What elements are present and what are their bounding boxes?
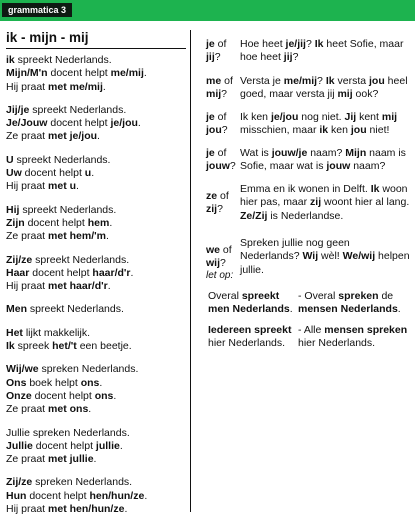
text: wèl! xyxy=(318,250,343,263)
bold-text: Mijn xyxy=(345,147,367,159)
pronoun-examples-column xyxy=(6,54,188,526)
text: Ik ken xyxy=(240,111,271,123)
page-title: ik - mijn - mij xyxy=(6,30,89,45)
bold-text: met je/jou xyxy=(48,130,98,143)
text-line xyxy=(240,51,412,64)
pronoun-choice xyxy=(206,244,240,271)
text-line xyxy=(208,290,293,303)
bold-text: Hun xyxy=(6,489,27,502)
text: niet! xyxy=(366,124,390,137)
example-block xyxy=(6,303,188,316)
text: spreekt Nederlands. xyxy=(13,153,111,166)
bold-text: Ik xyxy=(325,75,335,87)
text: Ze praat xyxy=(6,230,49,243)
text-line xyxy=(240,88,412,101)
text: docent helpt xyxy=(26,489,90,502)
text-line xyxy=(208,324,291,337)
bold-text: mensen xyxy=(298,303,338,316)
text-line xyxy=(208,303,293,316)
text: ? xyxy=(221,124,228,137)
bold-text: ons xyxy=(94,389,114,402)
bold-text: je/jou xyxy=(110,117,138,130)
bold-text: Men xyxy=(6,303,27,316)
example-block xyxy=(6,154,188,194)
example-block xyxy=(6,427,188,467)
text-line xyxy=(6,440,188,453)
text-line xyxy=(206,244,240,257)
bold-text: spreken xyxy=(338,290,379,302)
text: lijkt makkelijk. xyxy=(22,326,91,339)
text-line xyxy=(6,327,188,340)
bold-text: Het xyxy=(6,326,23,339)
text-line xyxy=(6,303,188,316)
text-line xyxy=(206,111,240,124)
text-line xyxy=(6,390,188,403)
text: ? xyxy=(305,38,315,50)
bold-text: We/wij xyxy=(342,250,376,263)
bold-text: spreekt xyxy=(254,324,292,336)
text: Nederlands? xyxy=(240,250,303,263)
text-line xyxy=(6,280,188,293)
text-line xyxy=(240,183,412,196)
pronoun-choice xyxy=(206,190,240,217)
text: of xyxy=(217,189,229,202)
bold-text: mij xyxy=(206,88,222,101)
bold-text: Je/Jouw xyxy=(6,117,48,130)
text-line xyxy=(6,130,188,143)
text-line xyxy=(206,88,240,101)
bold-text: Jij xyxy=(344,111,357,123)
note-plural xyxy=(298,290,401,317)
bold-text: Zijn xyxy=(6,216,25,229)
pronoun-choice xyxy=(206,75,240,102)
text: ? xyxy=(229,160,236,173)
text: . xyxy=(119,439,123,452)
bold-text: mij xyxy=(337,88,353,101)
text-line xyxy=(240,160,412,173)
example-block xyxy=(6,254,188,294)
text: Ze praat xyxy=(6,403,49,416)
text-line xyxy=(6,117,188,130)
bold-text: met jullie xyxy=(48,453,94,466)
text-line xyxy=(6,503,188,516)
example-answer xyxy=(240,147,412,174)
text: hier Nederlands. xyxy=(208,337,286,350)
pronoun-choice xyxy=(206,147,240,174)
bold-text: hem xyxy=(87,216,110,229)
bold-text: Hij xyxy=(6,203,20,216)
bold-text: ik xyxy=(319,124,329,137)
bold-text: Jij/je xyxy=(6,103,30,116)
text-line xyxy=(206,75,240,88)
text: Spreken jullie nog geen xyxy=(240,237,350,249)
bold-text: Haar xyxy=(6,266,30,279)
example-answer xyxy=(240,183,412,223)
text: . xyxy=(102,80,106,93)
text: of xyxy=(221,75,233,87)
text-line xyxy=(240,196,412,209)
text: naam is xyxy=(366,147,406,159)
bold-text: zij xyxy=(206,202,218,215)
bold-text: met hen/hun/ze xyxy=(48,503,125,516)
bold-text: het/'t xyxy=(52,340,77,353)
bold-text: Nederlands xyxy=(340,303,398,316)
bold-text: je/jij xyxy=(285,38,306,50)
text: . xyxy=(91,167,95,180)
bold-text: ze xyxy=(206,189,218,202)
text: hoe heet xyxy=(240,51,284,64)
text: Hij praat xyxy=(6,280,49,293)
text-line xyxy=(208,337,291,350)
text: docent helpt xyxy=(29,266,93,279)
text: hier Nederlands. xyxy=(298,337,376,350)
bold-text: we xyxy=(206,243,221,256)
text: Hij praat xyxy=(6,80,49,93)
bold-text: Zij/ze xyxy=(6,253,33,266)
text-line xyxy=(298,303,401,316)
text-line xyxy=(6,453,188,466)
text: ? xyxy=(217,202,223,215)
bold-text: wij xyxy=(206,256,221,269)
text: is Nederlandse. xyxy=(267,209,344,222)
bold-text: met me/mij xyxy=(48,80,103,93)
text: of xyxy=(214,38,227,50)
bold-text: jou xyxy=(369,75,385,87)
text-line xyxy=(206,38,240,51)
text: . xyxy=(99,376,103,389)
text-line xyxy=(6,217,188,230)
bold-text: me xyxy=(206,75,222,87)
text-line xyxy=(240,124,412,137)
text: de xyxy=(378,290,394,302)
example-block xyxy=(6,54,188,94)
text: . xyxy=(107,280,111,293)
pronoun-choice xyxy=(206,38,240,65)
text: . xyxy=(109,216,113,229)
bold-text: jou xyxy=(206,124,222,137)
text: . xyxy=(397,303,401,316)
text: docent helpt xyxy=(31,389,95,402)
bold-text: Ze/Zij xyxy=(240,209,268,222)
text-line xyxy=(6,476,188,489)
text-line xyxy=(206,51,240,64)
text: spreekt Nederlands. xyxy=(29,103,127,116)
example-block xyxy=(6,327,188,354)
text: docent helpt xyxy=(47,67,111,80)
text-line xyxy=(6,377,188,390)
column-divider xyxy=(190,30,191,512)
note-singular xyxy=(208,290,293,317)
text: Jullie spreken Nederlands. xyxy=(6,426,130,439)
text-line xyxy=(240,210,412,223)
section-tag: grammatica 3 xyxy=(2,3,72,17)
text-line xyxy=(206,190,240,203)
text-line xyxy=(206,160,240,173)
text-line xyxy=(6,54,188,67)
text: Overal xyxy=(208,290,242,302)
text: spreekt Nederlands. xyxy=(14,54,112,66)
bold-text: Wij/we xyxy=(6,363,39,376)
bold-text: je/jou xyxy=(270,111,299,123)
text-line xyxy=(240,264,412,277)
bold-text: Onze xyxy=(6,389,32,402)
bold-text: Jullie xyxy=(6,439,33,452)
text: - Overal xyxy=(298,290,339,302)
text: boek helpt xyxy=(26,376,81,389)
bold-text: jouw xyxy=(326,160,351,173)
bold-text: met haar/d'r xyxy=(48,280,108,293)
bold-text: Mijn/M'n xyxy=(6,67,48,80)
text: Hij praat xyxy=(6,503,49,516)
bold-text: Ik xyxy=(6,340,15,353)
text-line xyxy=(240,111,412,124)
bold-text: Zij/ze xyxy=(6,476,33,489)
text: docent helpt xyxy=(32,439,96,452)
text-line xyxy=(240,38,412,51)
text: een beetje. xyxy=(76,340,132,353)
text-line xyxy=(6,267,188,280)
text: Ze praat xyxy=(6,130,49,143)
text: helpen xyxy=(375,250,410,263)
text: . xyxy=(97,130,100,143)
note-singular xyxy=(208,324,291,351)
text: heel xyxy=(384,75,408,87)
text-line xyxy=(206,124,240,137)
text: goed, maar versta jij xyxy=(240,88,338,101)
text: Sofie, maar wat is xyxy=(240,160,327,173)
text: spreken Nederlands. xyxy=(38,363,139,376)
bold-text: jouw/je xyxy=(271,147,308,159)
bold-text: mensen xyxy=(324,324,364,336)
bold-text: met ons xyxy=(48,403,89,416)
example-answer xyxy=(240,111,412,138)
bold-text: Ik xyxy=(370,183,380,195)
bold-text: Wij xyxy=(302,250,319,263)
text-line xyxy=(298,337,407,350)
bold-text: zij xyxy=(310,196,322,209)
bold-text: men xyxy=(208,303,230,316)
text: spreekt Nederlands. xyxy=(32,253,130,266)
text: of xyxy=(214,111,227,123)
text: . xyxy=(289,303,293,316)
bold-text: met hem/'m xyxy=(48,230,106,243)
text: woon xyxy=(379,183,408,195)
text: Versta je xyxy=(240,75,284,87)
text-line xyxy=(6,104,188,117)
text: ? xyxy=(292,51,299,64)
bold-text: ik xyxy=(6,54,15,66)
bold-text: Ons xyxy=(6,376,27,389)
text: ? xyxy=(317,75,326,87)
bold-text: ons xyxy=(80,376,100,389)
text-line xyxy=(6,154,188,167)
text: ? xyxy=(221,88,228,101)
text: spreekt Nederlands. xyxy=(19,203,117,216)
bold-text: me/mij xyxy=(283,75,318,87)
text: jullie. xyxy=(240,263,264,276)
top-bar xyxy=(0,0,415,21)
bold-text: me/mij xyxy=(110,67,144,80)
text-line xyxy=(6,403,188,416)
text: spreken Nederlands. xyxy=(32,476,133,489)
text-line xyxy=(206,203,240,216)
example-answer xyxy=(240,75,412,102)
text: . xyxy=(143,67,147,80)
bold-text: Uw xyxy=(6,167,22,180)
text-line xyxy=(6,81,188,94)
text: Hij praat xyxy=(6,180,49,193)
bold-text: u xyxy=(84,167,92,180)
text: of xyxy=(214,147,227,159)
text: nog niet. xyxy=(298,111,345,123)
text-line xyxy=(240,250,412,263)
text: of xyxy=(220,243,232,256)
bold-text: hen/hun/ze xyxy=(89,489,145,502)
bold-text: spreekt xyxy=(241,290,280,302)
text: naam? xyxy=(350,160,386,173)
let-op-label: let op: xyxy=(206,270,234,281)
text: Wat is xyxy=(240,147,272,159)
text: . xyxy=(144,489,148,502)
example-block xyxy=(6,104,188,144)
text-line xyxy=(6,427,188,440)
text: Hoe heet xyxy=(240,38,286,50)
bold-text: jij xyxy=(283,51,293,64)
example-answer xyxy=(240,38,412,65)
text: spreek xyxy=(14,340,53,353)
text: . xyxy=(93,453,97,466)
text-line xyxy=(6,230,188,243)
text: . xyxy=(88,403,92,416)
text: naam? xyxy=(307,147,346,159)
text-line xyxy=(6,167,188,180)
title-underline xyxy=(6,48,186,49)
text-line xyxy=(6,340,188,353)
text: kent xyxy=(356,111,382,123)
text: . xyxy=(76,180,79,193)
text-line xyxy=(6,363,188,376)
text-line xyxy=(240,147,412,160)
text: Emma en ik wonen in Delft. xyxy=(240,183,371,195)
bold-text: Iedereen xyxy=(208,324,252,336)
text: . xyxy=(137,117,141,130)
bold-text: jij xyxy=(206,51,215,64)
example-block xyxy=(6,204,188,244)
bold-text: jullie xyxy=(95,439,120,452)
text: . xyxy=(105,230,109,243)
text: docent helpt xyxy=(24,216,88,229)
bold-text: je xyxy=(206,111,215,123)
text-line xyxy=(6,204,188,217)
pronoun-choice xyxy=(206,111,240,138)
text: versta xyxy=(334,75,370,87)
bold-text: Ik xyxy=(314,38,324,50)
text: . xyxy=(113,389,117,402)
text: hier pas, maar xyxy=(240,196,311,209)
bold-text: je xyxy=(206,38,215,50)
text: ? xyxy=(220,256,226,269)
text: heet Sofie, maar xyxy=(323,38,404,50)
bold-text: jouw xyxy=(206,160,230,173)
example-answer xyxy=(240,237,412,277)
example-block xyxy=(6,363,188,416)
text-line xyxy=(6,180,188,193)
text: misschien, maar xyxy=(240,124,320,137)
text: ook? xyxy=(352,88,379,101)
text: docent helpt xyxy=(21,167,85,180)
text-line xyxy=(206,147,240,160)
text: spreekt Nederlands. xyxy=(27,303,124,316)
text-line xyxy=(6,490,188,503)
bold-text: jou xyxy=(350,124,367,137)
text: ? xyxy=(214,51,221,64)
text-line xyxy=(6,254,188,267)
bold-text: haar/d'r xyxy=(92,266,131,279)
text: ken xyxy=(328,124,351,137)
bold-text: met u xyxy=(48,180,77,193)
text: docent helpt xyxy=(47,117,111,130)
text: . xyxy=(130,266,134,279)
text-line xyxy=(298,324,407,337)
text: - Alle xyxy=(298,324,325,336)
text-line xyxy=(6,67,188,80)
bold-text: U xyxy=(6,153,14,166)
bold-text: spreken xyxy=(366,324,408,336)
example-block xyxy=(6,476,188,516)
bold-text: mij xyxy=(381,111,398,123)
text-line xyxy=(240,237,412,250)
bold-text: je xyxy=(206,147,215,159)
text-line xyxy=(298,290,401,303)
bold-text: Nederlands xyxy=(232,303,290,316)
text: . xyxy=(124,503,128,516)
note-plural xyxy=(298,324,407,351)
text: Ze praat xyxy=(6,453,49,466)
text-line xyxy=(240,75,412,88)
text: woont hier al lang. xyxy=(321,196,410,209)
text-line xyxy=(206,257,240,270)
